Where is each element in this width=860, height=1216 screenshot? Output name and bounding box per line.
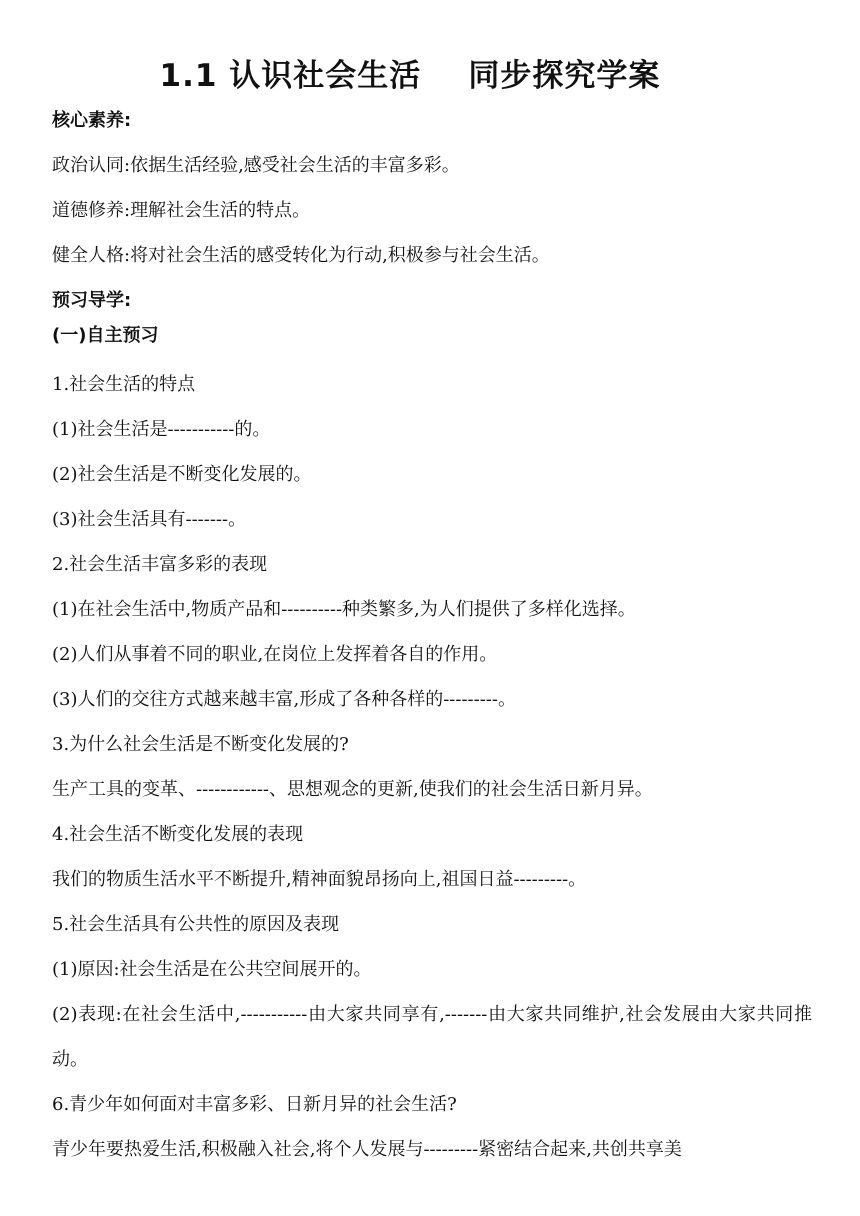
question-5-item-2: (2)表现:在社会生活中,-----------由大家共同享有,-------由大家共同维护,社会发展由大家共同推动。 <box>52 1004 812 1070</box>
question-1-item-1: (1)社会生活是-----------的。 <box>52 419 271 440</box>
core-item-sound-personality: 健全人格:将对社会生活的感受转化为行动,积极参与社会生活。 <box>52 245 550 266</box>
question-3-answer: 生产工具的变革、------------、思想观念的更新,使我们的社会生活日新月异。 <box>52 779 653 800</box>
question-3-heading: 3.为什么社会生活是不断变化发展的? <box>52 734 349 755</box>
self-study-heading: (一)自主预习 <box>52 325 159 346</box>
question-1-item-3: (3)社会生活具有-------。 <box>52 509 247 530</box>
preview-heading: 预习导学: <box>52 290 132 311</box>
question-6-heading: 6.青少年如何面对丰富多彩、日新月异的社会生活? <box>52 1094 457 1115</box>
core-item-political-identity: 政治认同:依据生活经验,感受社会生活的丰富多彩。 <box>52 155 460 176</box>
core-item-moral-cultivation: 道德修养:理解社会生活的特点。 <box>52 200 311 221</box>
question-1-item-2: (2)社会生活是不断变化发展的。 <box>52 464 312 485</box>
question-2-heading: 2.社会生活丰富多彩的表现 <box>52 554 268 575</box>
question-4-answer: 我们的物质生活水平不断提升,精神面貌昂扬向上,祖国日益---------。 <box>52 869 587 890</box>
question-4-heading: 4.社会生活不断变化发展的表现 <box>52 824 304 845</box>
page-title: 1.1 认识社会生活 同步探究学案 <box>159 58 661 94</box>
question-6-answer: 青少年要热爱生活,积极融入社会,将个人发展与---------紧密结合起来,共创共享美 <box>52 1139 682 1160</box>
question-2-item-3: (3)人们的交往方式越来越丰富,形成了各种各样的---------。 <box>52 689 516 710</box>
question-5-heading: 5.社会生活具有公共性的原因及表现 <box>52 914 340 935</box>
question-5-item-1: (1)原因:社会生活是在公共空间展开的。 <box>52 959 372 980</box>
question-1-heading: 1.社会生活的特点 <box>52 374 196 395</box>
core-literacy-heading: 核心素养: <box>52 110 132 131</box>
question-2-item-2: (2)人们从事着不同的职业,在岗位上发挥着各自的作用。 <box>52 644 498 665</box>
question-2-item-1: (1)在社会生活中,物质产品和----------种类繁多,为人们提供了多样化选择。 <box>52 599 636 620</box>
